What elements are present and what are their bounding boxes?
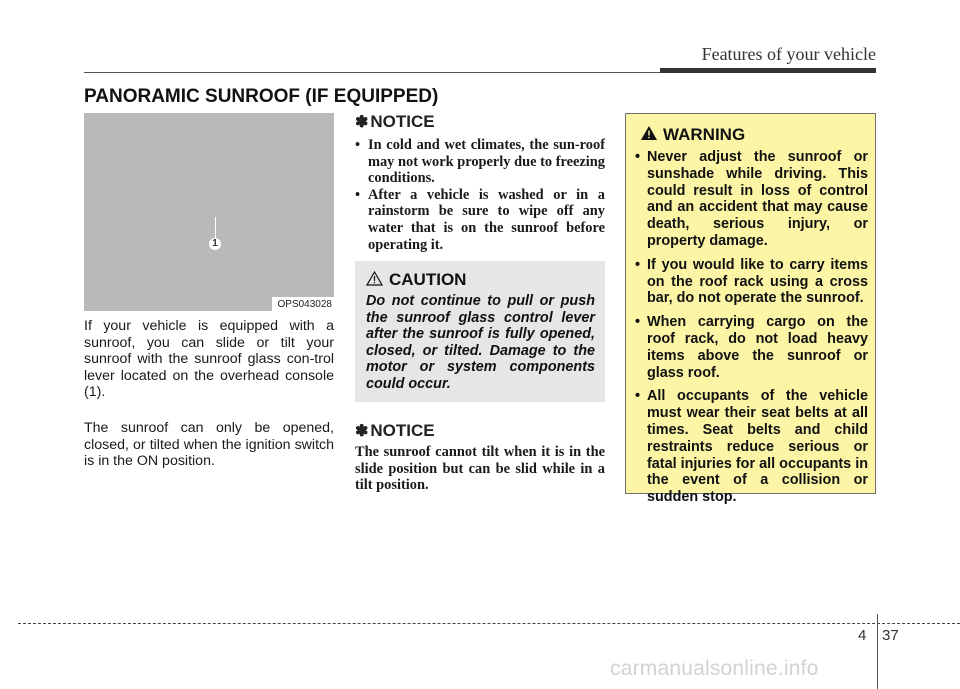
page-number: 37 [882, 627, 899, 644]
image-code: OPS043028 [272, 297, 335, 311]
footer-rule [18, 623, 960, 624]
chapter-number: 4 [858, 627, 867, 644]
notice-star-icon: ✽ [355, 114, 369, 131]
header-section-title: Features of your vehicle [701, 44, 876, 64]
body-paragraph-2: The sunroof can only be opened, closed, or tilted when the ignition switch is in the ON position. [84, 420, 334, 470]
caution-box [355, 261, 605, 402]
notice-star-icon: ✽ [355, 423, 369, 440]
warning-box [625, 113, 876, 506]
caution-text: Do not continue to pull or push the sunroof glass control lever after the sunroof is fully opened, closed, or tilted. Damage to the motor or system components could occur. [366, 293, 595, 392]
sunroof-lever-photo [84, 113, 334, 311]
warning-list-item: • When carrying cargo on the roof rack, do not load heavy items above the sunroof or glass roof. [635, 314, 868, 381]
warning-heading [640, 125, 745, 145]
notice-heading-text: NOTICE [370, 421, 435, 440]
warning-list-item: • If you would like to carry items on the roof rack using a cross bar, do not operate the sunroof. [635, 256, 868, 307]
warning-list-item: • Never adjust the sunroof or sunshade while driving. This could result in loss of control and an accident that may cause death, serious injury, or property damage. [635, 149, 868, 249]
watermark: carmanualsonline.info [610, 657, 819, 680]
warning-list [635, 149, 868, 513]
header-rule-accent [660, 68, 876, 73]
body-paragraph-1: If your vehicle is equipped with a sunroof, you can slide or tilt your sunroof with the sunroof glass con-trol lever located on the overhead console (1). [84, 318, 334, 401]
notice-heading-2 [355, 421, 435, 441]
caution-heading-text: CAUTION [389, 270, 467, 289]
caution-triangle-icon [366, 271, 383, 286]
caution-heading [366, 270, 466, 290]
notice-heading-text: NOTICE [370, 112, 435, 131]
callout-marker: 1 [209, 238, 221, 250]
section-title: PANORAMIC SUNROOF (IF EQUIPPED) [84, 86, 439, 107]
warning-list-item: • All occupants of the vehicle must wear their seat belts at all times. Seat belts and child restraints reduce serious or fatal injuries for all occupants in the event of a collision or sudden stop. [635, 388, 868, 506]
notice-text: The sunroof cannot tilt when it is in the slide position but can be slid while in a tilt position. [355, 444, 605, 494]
notice-list-item: • After a vehicle is washed or in a rainstorm be sure to wipe off any water that is on the sunroof before operating it. [355, 186, 605, 253]
notice-heading-1 [355, 112, 435, 132]
notice-list-item: • In cold and wet climates, the sun-roof may not work properly due to freezing conditions. [355, 137, 605, 187]
warning-triangle-icon [640, 125, 658, 141]
footer-divider [877, 614, 878, 689]
notice-list [355, 137, 605, 253]
warning-heading-text: WARNING [663, 125, 746, 144]
